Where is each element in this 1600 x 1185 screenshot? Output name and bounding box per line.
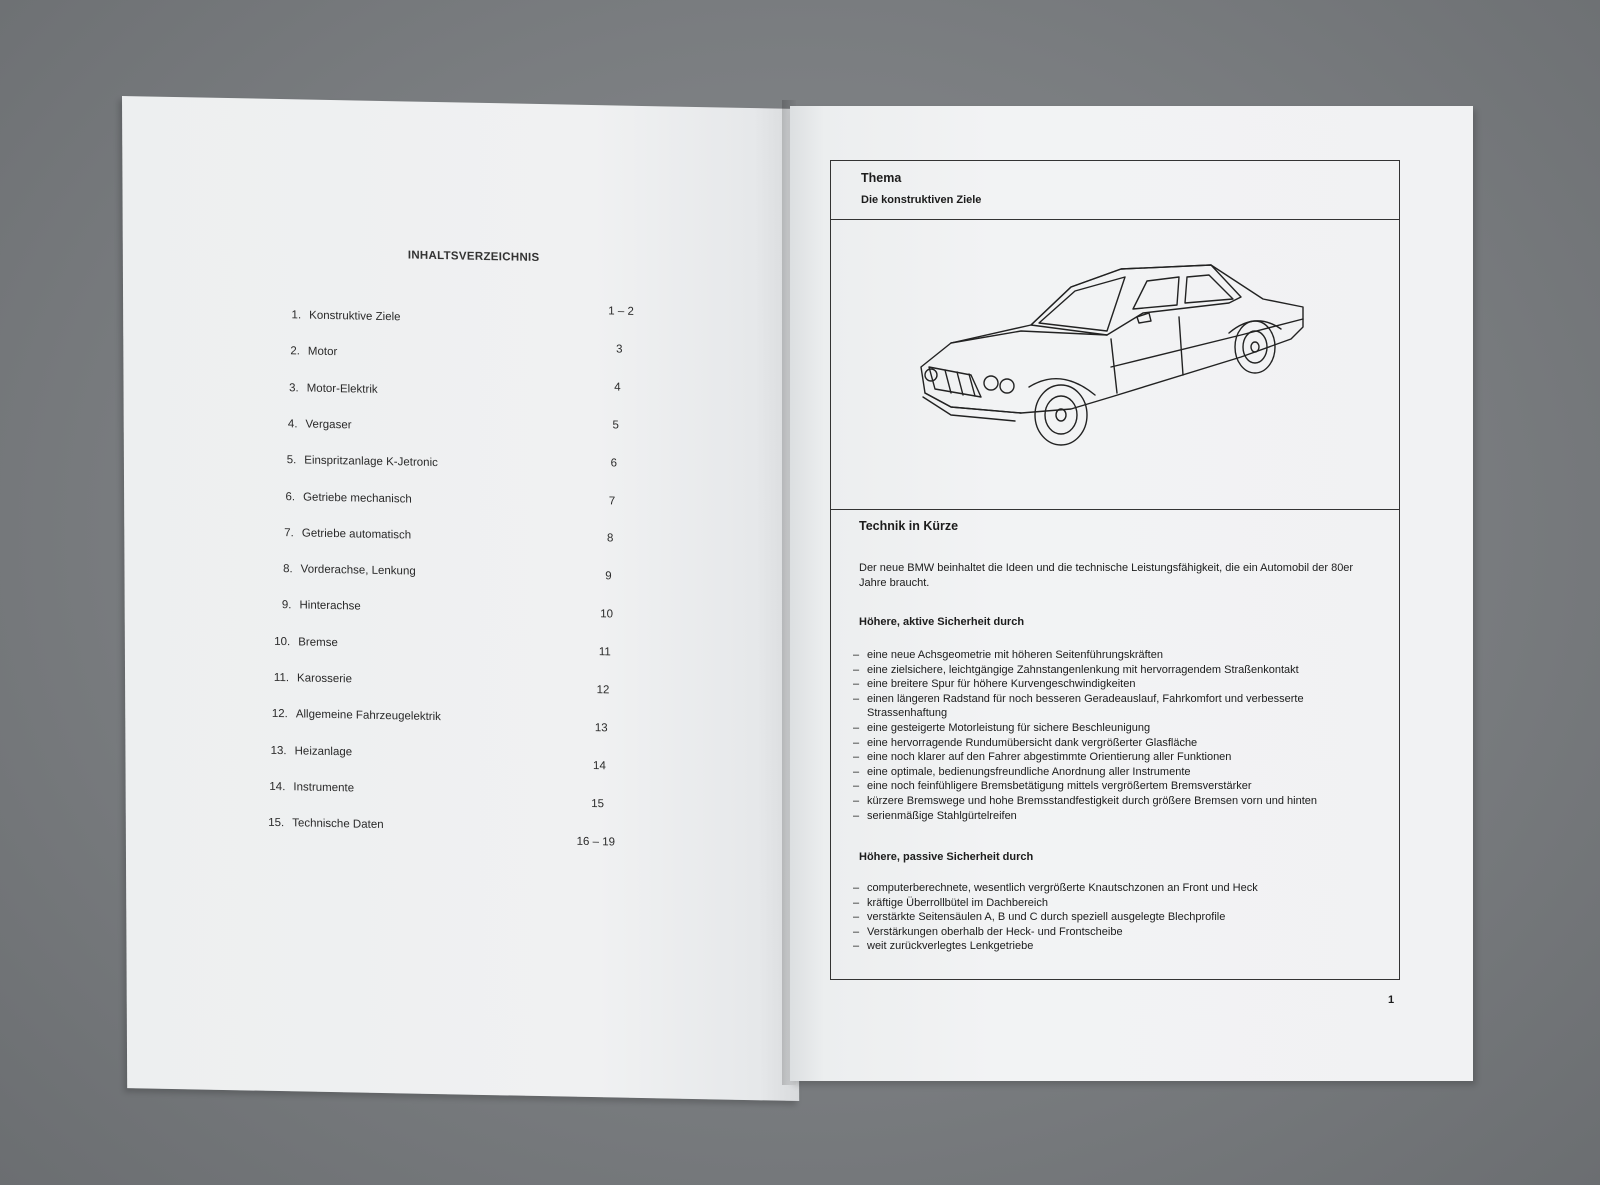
toc-number: 10. bbox=[274, 635, 291, 648]
passive-safety-heading: Höhere, passive Sicherheit durch bbox=[859, 851, 1034, 863]
toc-row bbox=[251, 599, 631, 622]
toc-number: 5. bbox=[286, 454, 297, 467]
bullet-item: – einen längeren Radstand für noch besseren Geradeauslauf, Fahrkomfort und verbesserte Strassenhaftung bbox=[853, 692, 1378, 721]
toc-label: Motor bbox=[307, 345, 338, 359]
toc-label: Vergaser bbox=[305, 418, 352, 432]
toc-row bbox=[249, 671, 629, 697]
toc-page-number: 1 – 2 bbox=[608, 305, 634, 318]
frame-header bbox=[831, 161, 1399, 220]
toc-number: 15. bbox=[268, 817, 285, 830]
bullet-item: – eine noch klarer auf den Fahrer abgestimmte Orientierung aller Funktionen bbox=[853, 750, 1378, 765]
toc-label: Getriebe automatisch bbox=[301, 527, 412, 542]
bullet-item: – eine optimale, bedienungsfreundliche Anordnung aller Instrumente bbox=[853, 765, 1378, 780]
toc-label: Bremse bbox=[298, 636, 338, 649]
section-title: Technik in Kürze bbox=[859, 519, 959, 533]
toc-title: INHALTSVERZEICHNIS bbox=[407, 249, 540, 265]
content-frame bbox=[830, 160, 1400, 980]
toc-label: Einspritzanlage K-Jetronic bbox=[304, 454, 438, 470]
toc-number: 11. bbox=[273, 671, 290, 685]
toc-row bbox=[254, 526, 634, 549]
page-number: 1 bbox=[1388, 994, 1395, 1006]
toc-number: 3. bbox=[289, 381, 299, 394]
toc-page-number: 10 bbox=[600, 608, 614, 621]
toc-page-number: 7 bbox=[608, 494, 616, 507]
toc-row bbox=[257, 417, 637, 440]
bullet-item: – serienmäßige Stahlgürtelreifen bbox=[853, 809, 1378, 824]
toc-label: Konstruktive Ziele bbox=[309, 309, 401, 324]
toc-page-number: 9 bbox=[605, 570, 612, 583]
toc-row bbox=[256, 454, 636, 477]
toc-page-number: 11 bbox=[598, 646, 611, 659]
active-safety-list bbox=[853, 648, 1378, 823]
toc-row bbox=[248, 708, 628, 735]
toc-page-number: 3 bbox=[616, 343, 623, 356]
bullet-item: – eine neue Achsgeometrie mit höheren Seitenführungskräften bbox=[853, 648, 1378, 663]
bullet-item: – eine hervorragende Rundumübersicht dank vergrößerter Glasfläche bbox=[853, 736, 1378, 751]
header-subtitle: Die konstruktiven Ziele bbox=[861, 194, 982, 206]
bullet-item: – Verstärkungen oberhalb der Heck- und Frontscheibe bbox=[853, 925, 1378, 940]
active-safety-heading: Höhere, aktive Sicherheit durch bbox=[859, 616, 1025, 628]
toc-number: 9. bbox=[281, 599, 292, 612]
bullet-item: – eine noch feinfühligere Bremsbetätigung mittels vergrößertem Bremsverstärker bbox=[853, 779, 1378, 794]
toc-page-number: 14 bbox=[593, 759, 606, 773]
bullet-item: – verstärkte Seitensäulen A, B und C durch speziell ausgelegte Blechprofile bbox=[853, 910, 1378, 925]
toc-label: Instrumente bbox=[293, 781, 355, 795]
right-page bbox=[790, 106, 1473, 1081]
toc-number: 2. bbox=[290, 345, 300, 358]
passive-safety-list bbox=[853, 881, 1378, 954]
toc-row bbox=[255, 490, 635, 513]
bullet-item: – eine gesteigerte Motorleistung für sichere Beschleunigung bbox=[853, 721, 1378, 736]
toc-page-number: 8 bbox=[607, 532, 614, 545]
toc-number: 1. bbox=[291, 309, 302, 322]
toc-row bbox=[250, 635, 630, 658]
toc-row bbox=[247, 744, 627, 773]
toc-label: Motor-Elektrik bbox=[306, 382, 378, 396]
toc-number: 14. bbox=[269, 780, 286, 794]
toc-label: Allgemeine Fahrzeugelektrik bbox=[295, 708, 441, 724]
toc-number: 4. bbox=[287, 418, 298, 431]
toc-page-number: 5 bbox=[612, 419, 619, 432]
toc-label: Getriebe mechanisch bbox=[303, 490, 412, 506]
bullet-item: – computerberechnete, wesentlich vergrößerte Knautschzonen an Front und Heck bbox=[853, 881, 1378, 896]
toc-row bbox=[261, 305, 641, 332]
toc-row bbox=[244, 817, 624, 849]
left-page bbox=[122, 96, 799, 1101]
toc-number: 12. bbox=[271, 708, 288, 721]
bullet-item: – weit zurückverlegtes Lenkgetriebe bbox=[853, 939, 1378, 954]
toc-number: 6. bbox=[285, 490, 296, 503]
header-title: Thema bbox=[861, 171, 902, 185]
toc-page-number: 15 bbox=[591, 797, 605, 810]
toc-label: Vorderachse, Lenkung bbox=[300, 563, 416, 578]
toc-page-number: 4 bbox=[614, 381, 621, 394]
car-drawing bbox=[911, 247, 1311, 467]
toc-page-number: 13 bbox=[594, 721, 608, 735]
toc-row bbox=[245, 780, 625, 810]
toc-row bbox=[259, 381, 639, 404]
bullet-item: – kürzere Bremswege und hohe Bremsstandfestigkeit durch größere Bremsen vorn und hinten bbox=[853, 794, 1378, 809]
bullet-item: – eine breitere Spur für höhere Kurvengeschwindigkeiten bbox=[853, 677, 1378, 692]
toc-row bbox=[260, 345, 640, 368]
toc-label: Hinterachse bbox=[299, 599, 361, 613]
intro-paragraph: Der neue BMW beinhaltet die Ideen und die technische Leistungsfähigkeit, die ein Automobil der 80er Jahre braucht. bbox=[859, 562, 1354, 589]
illustration-box bbox=[831, 219, 1399, 510]
toc-label: Heizanlage bbox=[294, 744, 353, 759]
toc-number: 13. bbox=[270, 744, 287, 757]
toc-page-number: 6 bbox=[610, 456, 618, 470]
toc-label: Karosserie bbox=[296, 672, 353, 686]
toc-page-number: 16 – 19 bbox=[576, 835, 616, 849]
toc-label: Technische Daten bbox=[292, 817, 384, 832]
toc-row bbox=[253, 563, 633, 586]
bullet-item: – eine zielsichere, leichtgängige Zahnstangenlenkung mit hervorragendem Straßenkontakt bbox=[853, 663, 1378, 678]
toc-number: 8. bbox=[283, 563, 293, 576]
toc-page-number: 12 bbox=[596, 684, 610, 697]
toc-number: 7. bbox=[284, 526, 294, 540]
bullet-item: – kräftige Überrollbütel im Dachbereich bbox=[853, 896, 1378, 911]
